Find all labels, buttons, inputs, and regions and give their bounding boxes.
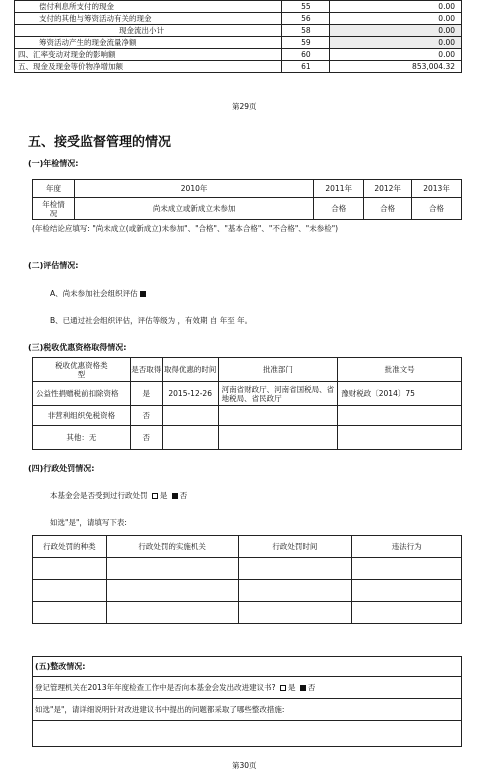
rectify-question-cell bbox=[33, 677, 462, 699]
tax-cell bbox=[338, 426, 462, 450]
cashflow-label: 支付的其他与筹资活动有关的现金 bbox=[15, 13, 282, 25]
checked-box-icon bbox=[300, 685, 306, 691]
tax-heading: (三)税收优惠资格取得情况: bbox=[28, 343, 127, 352]
table-row bbox=[33, 406, 462, 426]
cashflow-line: 60 bbox=[282, 49, 330, 61]
tax-cell bbox=[162, 426, 218, 450]
cashflow-value: 0.00 bbox=[330, 49, 462, 61]
cashflow-line: 55 bbox=[282, 1, 330, 13]
penalty-table bbox=[32, 535, 462, 624]
annual-year: 2013年 bbox=[412, 180, 462, 198]
eval-option-a-label: A、尚未参加社会组织评估 bbox=[50, 289, 138, 298]
penalty-heading: (四)行政处罚情况: bbox=[28, 464, 95, 473]
cashflow-line: 58 bbox=[282, 25, 330, 37]
rectify-question: 登记管理机关在2013年年度检查工作中是否向本基金会发出改进建议书? bbox=[35, 683, 276, 692]
penalty-col-header: 违法行为 bbox=[352, 536, 462, 558]
annual-row-label: 年检情况 bbox=[33, 198, 75, 220]
tax-col-header: 税收优惠资格类型 bbox=[33, 358, 131, 382]
cashflow-label: 偿付利息所支付的现金 bbox=[15, 1, 282, 13]
unchecked-box-icon bbox=[280, 685, 286, 691]
rectify-yes-label: 是 bbox=[287, 683, 296, 692]
tax-cell bbox=[218, 406, 338, 426]
cashflow-value: 0.00 bbox=[330, 37, 462, 49]
annual-result: 合格 bbox=[314, 198, 364, 220]
tax-cell: 否 bbox=[130, 406, 162, 426]
tax-cell: 豫财税政〔2014〕75 bbox=[338, 382, 462, 406]
table-row bbox=[33, 580, 462, 602]
tax-cell: 非营利组织免税资格 bbox=[33, 406, 131, 426]
penalty-question-line bbox=[50, 490, 187, 501]
cashflow-label: 筹资活动产生的现金流量净额 bbox=[15, 37, 282, 49]
tax-col-header: 批准部门 bbox=[218, 358, 338, 382]
tax-cell bbox=[338, 406, 462, 426]
eval-option-b: B、已通过社会组织评估，评估等级为 ，有效期 自 年至 年。 bbox=[50, 316, 253, 325]
tax-cell bbox=[162, 406, 218, 426]
annual-result: 合格 bbox=[412, 198, 462, 220]
table-row bbox=[33, 558, 462, 580]
cashflow-line: 56 bbox=[282, 13, 330, 25]
checked-box-icon bbox=[140, 291, 146, 297]
cashflow-value: 853,004.32 bbox=[330, 61, 462, 73]
cashflow-label: 五、现金及现金等价物净增加额 bbox=[15, 61, 282, 73]
table-row bbox=[33, 602, 462, 624]
tax-col-header: 是否取得 bbox=[130, 358, 162, 382]
tax-table bbox=[32, 357, 462, 450]
penalty-col-header: 行政处罚的种类 bbox=[33, 536, 107, 558]
penalty-col-header: 行政处罚时间 bbox=[238, 536, 352, 558]
cashflow-value: 0.00 bbox=[330, 1, 462, 13]
cashflow-line: 59 bbox=[282, 37, 330, 49]
tax-cell: 是 bbox=[130, 382, 162, 406]
annual-table bbox=[32, 179, 462, 220]
annual-year: 2011年 bbox=[314, 180, 364, 198]
penalty-col-header: 行政处罚的实施机关 bbox=[106, 536, 238, 558]
annual-year: 2012年 bbox=[364, 180, 412, 198]
annual-year: 2010年 bbox=[74, 180, 313, 198]
cashflow-value: 0.00 bbox=[330, 25, 462, 37]
penalty-question: 本基金会是否受到过行政处罚 bbox=[50, 491, 148, 500]
tax-cell: 2015-12-26 bbox=[162, 382, 218, 406]
penalty-fill-note: 如选"是"，请填写下表: bbox=[50, 518, 127, 527]
cashflow-line: 61 bbox=[282, 61, 330, 73]
tax-col-header: 批准文号 bbox=[338, 358, 462, 382]
rectify-no-label: 否 bbox=[307, 683, 316, 692]
table-row bbox=[33, 426, 462, 450]
cashflow-table bbox=[14, 0, 462, 73]
tax-cell: 河南省财政厅、河南省国税局、省地税局、省民政厅 bbox=[218, 382, 338, 406]
eval-heading: (二)评估情况: bbox=[28, 261, 79, 270]
tax-cell: 公益性捐赠税前扣除资格 bbox=[33, 382, 131, 406]
page-number-top: 第29页 bbox=[232, 102, 257, 111]
rectify-heading: (五)整改情况: bbox=[35, 661, 86, 671]
unchecked-box-icon bbox=[152, 493, 158, 499]
cashflow-label: 现金流出小计 bbox=[15, 25, 282, 37]
page-number-bottom: 第30页 bbox=[232, 761, 257, 770]
eval-option-a bbox=[50, 288, 148, 299]
tax-cell bbox=[218, 426, 338, 450]
annual-note: (年检结论应填写: "尚未成立(或新成立)未参加"、"合格"、"基本合格"、"不合格"、"未参检") bbox=[32, 224, 339, 233]
checked-box-icon bbox=[172, 493, 178, 499]
annual-heading: (一)年检情况: bbox=[28, 159, 79, 168]
cashflow-value: 0.00 bbox=[330, 13, 462, 25]
annual-year-header: 年度 bbox=[33, 180, 75, 198]
tax-cell: 否 bbox=[130, 426, 162, 450]
section-title: 五、接受监督管理的情况 bbox=[28, 135, 172, 150]
penalty-no-label: 否 bbox=[179, 491, 188, 500]
table-row bbox=[33, 382, 462, 406]
cashflow-label: 四、汇率变动对现金的影响额 bbox=[15, 49, 282, 61]
annual-result: 尚未成立或新成立未参加 bbox=[74, 198, 313, 220]
rectify-detail: 如选"是"，请详细说明针对改进建议书中提出的问题都采取了哪些整改措施: bbox=[33, 699, 462, 721]
tax-cell: 其他：无 bbox=[33, 426, 131, 450]
penalty-yes-label: 是 bbox=[159, 491, 168, 500]
tax-col-header: 取得优惠的时间 bbox=[162, 358, 218, 382]
rectify-table bbox=[32, 656, 462, 747]
annual-result: 合格 bbox=[364, 198, 412, 220]
